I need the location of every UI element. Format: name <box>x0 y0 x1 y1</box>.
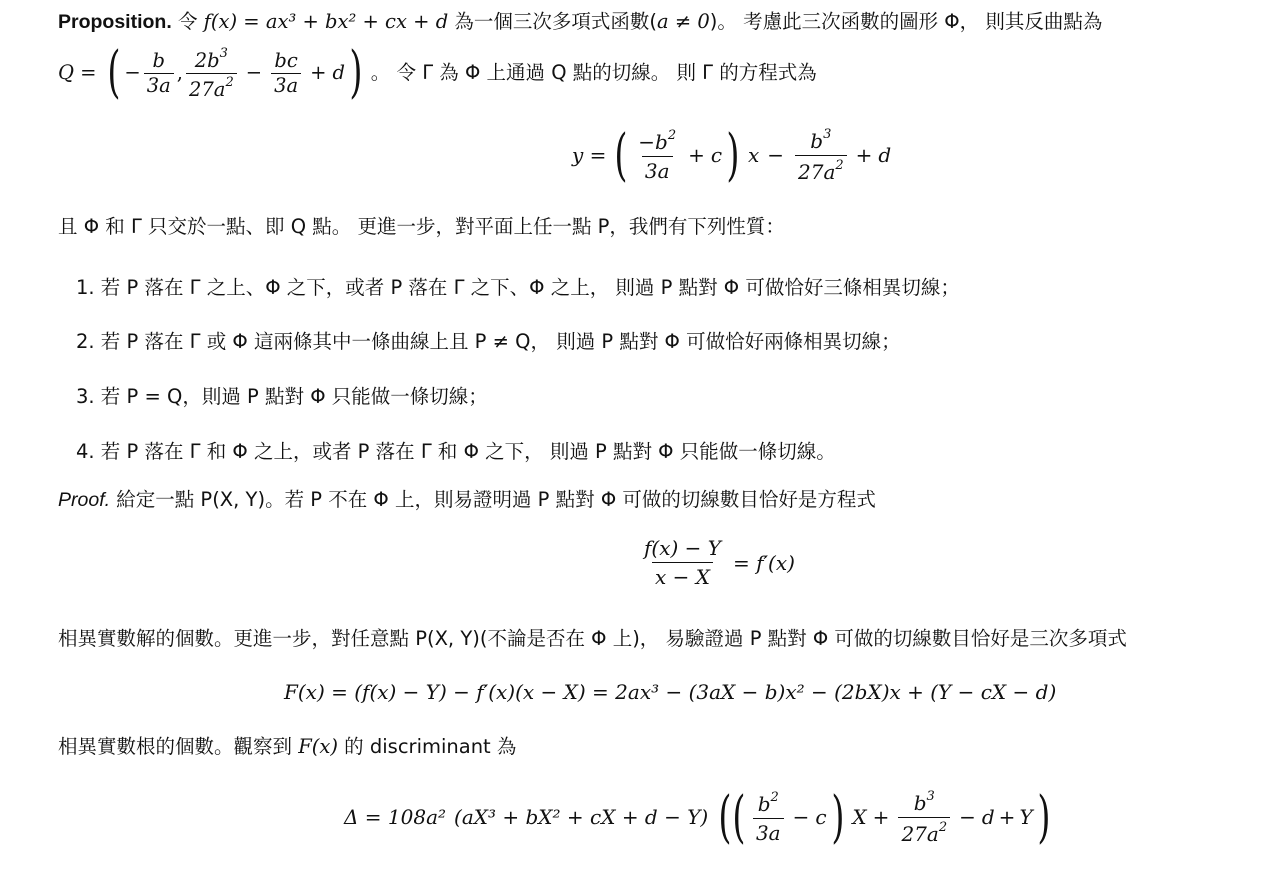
proof-line-3: 相異實數根的個數。觀察到 F(x) 的 discriminant 為 <box>58 735 517 758</box>
tangent-count-equation: $\frac{f(x) - Y}{x - X}$ = f′(x) <box>644 536 795 589</box>
list-item: 1. 若 P 落在 Γ 之上、Φ 之下，或者 P 落在 Γ 之下、Φ 之上， 則過 P 點對 Φ 可做恰好三條相異切線； <box>76 276 960 299</box>
cubic-polynomial-equation: F(x) = (f(x) − Y) − f′(x)(x − X) = 2ax³ − (3aX − b)x² − (2bX)x + (Y − cX − d) <box>284 680 1057 704</box>
list-item: 3. 若 P = Q，則過 P 點對 Φ 只能做一條切線； <box>76 385 488 408</box>
proposition-line-3: 且 Φ 和 Γ 只交於一點、即 Q 點。 更進一步，對平面上任一點 P，我們有下列性質： <box>58 215 785 238</box>
proof-line-1: Proof. 給定一點 P(X, Y)。若 P 不在 Φ 上，則易證明過 P 點對 Φ 可做的切線數目恰好是方程式 <box>58 488 876 511</box>
proposition-line-1: Proposition. 令 f(x) = ax³ + bx² + cx + d 為一個三次多項式函數(a ≠ 0)。 考慮此三次函數的圖形 Φ， 則其反曲點為 <box>58 10 1103 33</box>
list-item: 2. 若 P 落在 Γ 或 Φ 這兩條其中一條曲線上且 P ≠ Q， 則過 P 點對 Φ 可做恰好兩條相異切線； <box>76 330 901 353</box>
cubic-function: f(x) = ax³ + bx² + cx + d <box>203 10 449 33</box>
discriminant-equation: Δ = 108a² (aX³ + bX² + cX + d − Y) ( ( $\frac{b^2}{3a}$ − c ) X + $\frac{b^3}{27a^2}$ − d + Y ) <box>344 784 1051 850</box>
proposition-label: Proposition. <box>58 11 172 33</box>
proof-label: Proof. <box>58 489 111 511</box>
tangent-line-equation: y = ( $\frac{-b^2}{3a}$ + c ) x − $\frac{b^3}{27a^2}$ + d <box>572 122 892 188</box>
inflection-point-line: Q = ( − $\frac{b}{3a}$ , $\frac{2b^3}{27a^2}$ − $\frac{bc}{3a}$ + d ) 。 令 Γ 為 Φ 上通過 Q 點的切線。 則 Γ 的方程式為 <box>58 40 817 105</box>
list-item: 4. 若 P 落在 Γ 和 Φ 之上，或者 P 落在 Γ 和 Φ 之下， 則過 P 點對 Φ 只能做一條切線。 <box>76 440 836 463</box>
proof-line-2: 相異實數解的個數。更進一步，對任意點 P(X, Y)(不論是否在 Φ 上)， 易驗證過 P 點對 Φ 可做的切線數目恰好是三次多項式 <box>58 627 1127 650</box>
